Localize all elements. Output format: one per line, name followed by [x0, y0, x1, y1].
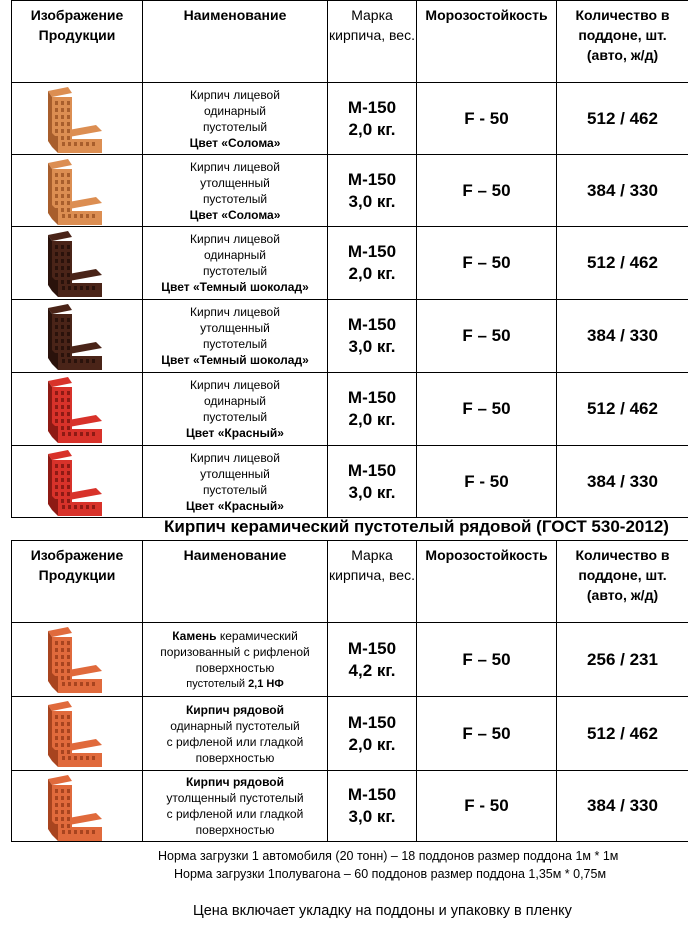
table-header-row	[12, 541, 688, 623]
header-image: Изображение Продукции	[12, 541, 143, 623]
name-line	[143, 774, 327, 790]
name-line: одинарный пустотелый	[170, 718, 300, 733]
weight: 2,0 кг.	[348, 119, 396, 139]
brand-mark: М-150	[347, 97, 397, 117]
name-line: пустотелый	[202, 191, 268, 206]
product-name	[143, 623, 328, 697]
color-label: Цвет «Темный шоколад»	[161, 280, 309, 294]
chocolate-brick-icon	[12, 227, 143, 300]
header-image: Изображение Продукции	[12, 1, 143, 83]
frost-resistance: F – 50	[417, 227, 557, 300]
name-line: пустотелый	[202, 482, 268, 497]
brand-weight	[328, 155, 417, 227]
brand-weight	[328, 446, 417, 518]
name-line: одинарный	[203, 248, 267, 262]
header-qty: Количество в поддоне, шт. (авто, ж/д)	[557, 1, 688, 83]
brand-mark: М-150	[347, 460, 397, 480]
pallet-quantity: 384 / 330	[557, 300, 688, 373]
brand-weight	[328, 697, 417, 771]
pallet-quantity: 384 / 330	[557, 446, 688, 518]
name-line: Кирпич лицевой	[190, 159, 280, 174]
name-bold: 2,1 НФ	[248, 677, 284, 690]
name-line: поверхностью	[195, 660, 275, 675]
name-line	[143, 628, 327, 644]
weight: 3,0 кг.	[348, 337, 396, 356]
weight: 2,0 кг.	[348, 264, 396, 283]
name-bold: Кирпич рядовой	[185, 702, 284, 717]
header-frost: Морозостойкость	[417, 541, 557, 623]
brand-mark: М-150	[347, 169, 397, 189]
name-line: пустотелый	[202, 337, 268, 351]
product-name	[143, 373, 328, 446]
color-label: Цвет «Солома»	[189, 207, 281, 222]
name-line: утолщенный	[200, 321, 270, 335]
name-line: поверхностью	[195, 823, 275, 837]
pallet-quantity: 512 / 462	[557, 697, 688, 771]
pallet-quantity: 256 / 231	[557, 623, 688, 697]
table-row	[12, 771, 688, 842]
brand-weight	[328, 300, 417, 373]
header-name: Наименование	[143, 1, 328, 83]
table-row	[12, 697, 688, 771]
red-brick-icon	[12, 446, 143, 518]
header-frost: Морозостойкость	[417, 1, 557, 83]
brand-weight	[328, 227, 417, 300]
brand-weight	[328, 83, 417, 155]
table-row	[12, 373, 688, 446]
name-line: поризованный с рифленой	[160, 644, 310, 659]
brand-mark: М-150	[347, 712, 397, 732]
brand-mark: М-150	[347, 315, 397, 334]
product-name	[143, 771, 328, 842]
straw-brick-icon	[12, 83, 143, 155]
product-name	[143, 697, 328, 771]
frost-resistance: F – 50	[417, 300, 557, 373]
railcar-load-note: Норма загрузки 1полувагона – 60 поддонов размер поддона 1,35м * 0,75м	[174, 867, 607, 881]
name-line: пустотелый	[202, 119, 268, 134]
name-line: Кирпич лицевой	[190, 305, 280, 319]
color-label: Цвет «Красный»	[186, 426, 284, 440]
name-bold: Кирпич рядовой	[185, 775, 284, 789]
facing-brick-rows	[11, 82, 688, 518]
frost-resistance: F – 50	[417, 697, 557, 771]
name-line: утолщенный	[200, 175, 270, 190]
color-label: Цвет «Красный»	[186, 498, 284, 513]
name-line: с рифленой или гладкой	[166, 734, 304, 749]
brand-mark: М-150	[347, 638, 397, 658]
pallet-quantity: 384 / 330	[557, 155, 688, 227]
frost-resistance: F – 50	[417, 155, 557, 227]
header-mark: Марка кирпича, вес.	[328, 1, 417, 83]
name-line: пустотелый	[202, 410, 268, 424]
brand-weight	[328, 771, 417, 842]
weight: 3,0 кг.	[348, 807, 396, 826]
name-line: Кирпич лицевой	[190, 450, 280, 465]
weight: 3,0 кг.	[348, 191, 396, 211]
table-row	[12, 227, 688, 300]
header-mark: Марка кирпича, вес.	[328, 541, 417, 623]
table-row	[12, 155, 688, 227]
ordinary-brick-icon	[12, 623, 143, 697]
frost-resistance: F – 50	[417, 623, 557, 697]
frost-resistance: F - 50	[417, 446, 557, 518]
frost-resistance: F - 50	[417, 771, 557, 842]
product-name	[143, 446, 328, 518]
weight: 2,0 кг.	[348, 410, 396, 429]
product-name	[143, 83, 328, 155]
chocolate-brick-icon	[12, 300, 143, 373]
ordinary-brick-icon	[12, 697, 143, 771]
product-name	[143, 155, 328, 227]
brand-weight	[328, 373, 417, 446]
name-line	[143, 676, 327, 692]
name-rest: керамический	[216, 628, 298, 643]
name-line: одинарный	[203, 394, 267, 408]
truck-load-note: Норма загрузки 1 автомобиля (20 тонн) – 18 поддонов размер поддона 1м * 1м	[158, 849, 619, 863]
color-label: Цвет «Темный шоколад»	[161, 353, 309, 367]
section-title: Кирпич керамический пустотелый рядовой (ГОСТ 530-2012)	[164, 517, 669, 536]
weight: 2,0 кг.	[348, 734, 396, 754]
name-line: одинарный	[203, 103, 267, 118]
name-line: с рифленой или гладкой	[166, 807, 304, 821]
frost-resistance: F - 50	[417, 83, 557, 155]
name-bold: Камень	[172, 628, 217, 643]
name-line: пустотелый	[202, 264, 268, 278]
header-qty: Количество в поддоне, шт. (авто, ж/д)	[557, 541, 688, 623]
name-line	[143, 702, 327, 718]
red-brick-icon	[12, 373, 143, 446]
weight: 3,0 кг.	[348, 482, 396, 502]
name-line: Кирпич лицевой	[190, 87, 280, 102]
pallet-quantity: 384 / 330	[557, 771, 688, 842]
table-row	[12, 300, 688, 373]
frost-resistance: F – 50	[417, 373, 557, 446]
table-row	[12, 446, 688, 518]
product-name	[143, 227, 328, 300]
facing-brick-table	[11, 0, 688, 83]
brand-weight	[328, 623, 417, 697]
pallet-quantity: 512 / 462	[557, 227, 688, 300]
header-name: Наименование	[143, 541, 328, 623]
name-line: Кирпич лицевой	[190, 378, 280, 392]
color-label: Цвет «Солома»	[189, 135, 281, 150]
brand-mark: М-150	[347, 785, 397, 804]
pallet-quantity: 512 / 462	[557, 373, 688, 446]
table-row	[12, 623, 688, 697]
ordinary-brick-icon	[12, 771, 143, 842]
name-line: утолщенный пустотелый	[166, 791, 304, 805]
weight: 4,2 кг.	[348, 660, 396, 680]
ordinary-brick-table	[11, 540, 688, 842]
name-rest: пустотелый	[186, 677, 249, 690]
name-line: утолщенный	[200, 466, 270, 481]
straw-brick-icon	[12, 155, 143, 227]
brand-mark: М-150	[347, 242, 397, 261]
brand-mark: М-150	[347, 388, 397, 407]
name-line: поверхностью	[195, 750, 275, 765]
product-name	[143, 300, 328, 373]
price-note: Цена включает укладку на поддоны и упаковку в пленку	[193, 903, 572, 919]
table-header-row	[12, 1, 688, 83]
table-row	[12, 83, 688, 155]
name-line: Кирпич лицевой	[190, 232, 280, 246]
pallet-quantity: 512 / 462	[557, 83, 688, 155]
